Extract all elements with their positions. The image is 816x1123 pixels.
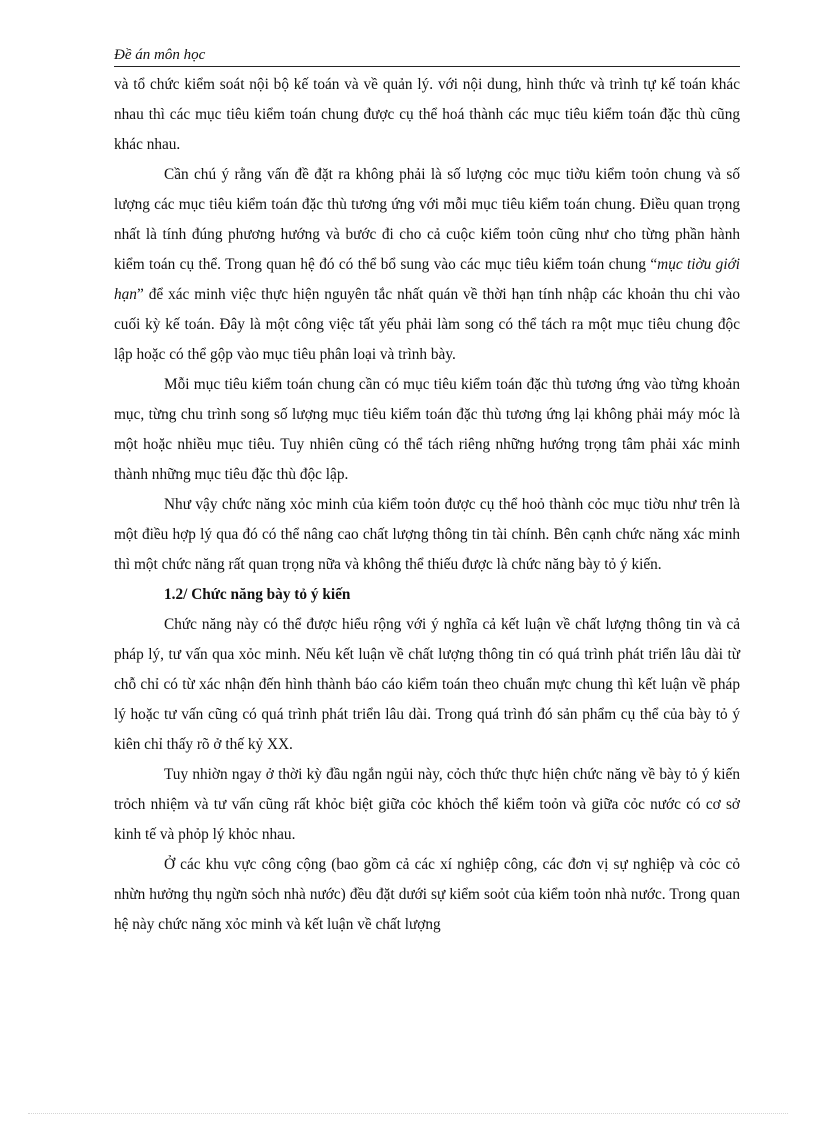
header-title: Đề án môn học [114,47,206,63]
section-heading: 1.2/ Chức năng bày tỏ ý kiến [164,586,351,603]
paragraph-verification: Như vậy chức năng xỏc minh của kiểm toỏn được cụ thể hoỏ thành cỏc mục tiờu như trên là một điều hợp lý qua đó có thể nâng cao chất lượng thông tin tài chính. Bên cạnh chức năng xác minh thì một chức năng rất quan trọng nữa và không thể thiếu được là chức năng bày tỏ ý kiến. [114,496,740,573]
paragraph-specific-objectives: Mỗi mục tiêu kiểm toán chung cần có mục tiêu kiểm toán đặc thù tương ứng vào từng khoản mục, từng chu trình song số lượng mục tiêu kiểm toán đặc thù tương ứng lại không phải máy móc là một hoặc nhiều mục tiêu. Tuy nhiên cũng có thể tách riêng những hướng trọng tâm phải xác minh thành những mục tiêu đặc thù độc lập. [114,376,740,483]
paragraph-objectives-text-2: ” để xác minh việc thực hiện nguyên tắc nhất quán về thời hạn tính nhập các khoản thu chi vào cuối kỳ kế toán. Đây là một công việc tất yếu phải làm song có thể tách ra một mục tiêu chung độc lập hoặc có thể gộp vào mục tiêu phân loại và trình bày. [114,286,740,363]
paragraph-continuation: và tổ chức kiểm soát nội bộ kế toán và về quản lý. với nội dung, hình thức và trình tự kế toán khác nhau thì các mục tiêu kiểm toán chung được cụ thể hoá thành các mục tiêu kiểm toán đặc thù cũng khác nhau. [114,76,740,153]
emphasis-limit-objective: mục tiờu giới hạn [114,256,740,303]
page-header [114,44,740,67]
paragraph-public-sector: Ở các khu vực công cộng (bao gồm cả các xí nghiệp công, các đơn vị sự nghiệp và cỏc cỏ nhừn hưởng thụ ngừn sỏch nhà nước) đều đặt dưới sự kiểm soỏt của kiểm toỏn nhà nước. Trong quan hệ này chức năng xỏc minh và kết luận về chất lượng [114,856,740,933]
paragraph-objectives-text-1: Cần chú ý rằng vấn đề đặt ra không phải là số lượng cỏc mục tiờu kiểm toỏn chung và số lượng các mục tiêu kiểm toán đặc thù tương ứng với mỗi mục tiêu kiểm toán chung. Điều quan trọng nhất là tính đúng phương hướng và bước đi cho cả cuộc kiểm toỏn cũng như cho từng phần hành kiểm toán cụ thể. Trong quan hệ đó có thể bổ sung vào các mục tiêu kiểm toán chung “ [114,166,740,273]
paragraph-objectives [114,160,740,370]
paragraph-opinion-function: Chức năng này có thể được hiểu rộng với ý nghĩa cả kết luận về chất lượng thông tin và cả pháp lý, tư vấn qua xỏc minh. Nếu kết luận về chất lượng thông tin có quá trình phát triển lâu dài từ chỗ chỉ có từ xác nhận đến hình thành báo cáo kiểm toán theo chuẩn mực chung thì kết luận về pháp lý hoặc tư vấn cũng có quá trình phát triển lâu dài. Trong quá trình đó sản phẩm cụ thể của bày tỏ ý kiên chỉ thấy rõ ở thế kỷ XX. [114,616,740,753]
page-bottom-divider [28,1113,788,1114]
paragraph-early-period: Tuy nhiờn ngay ở thời kỳ đầu ngắn ngủi này, cỏch thức thực hiện chức năng về bày tỏ ý kiến trỏch nhiệm và tư vấn cũng rất khỏc biệt giữa cỏc khỏch thể kiểm toỏn và giữa cỏc nước có cơ sở kinh tế và phỏp lý khỏc nhau. [114,766,740,843]
document-body [114,70,740,940]
